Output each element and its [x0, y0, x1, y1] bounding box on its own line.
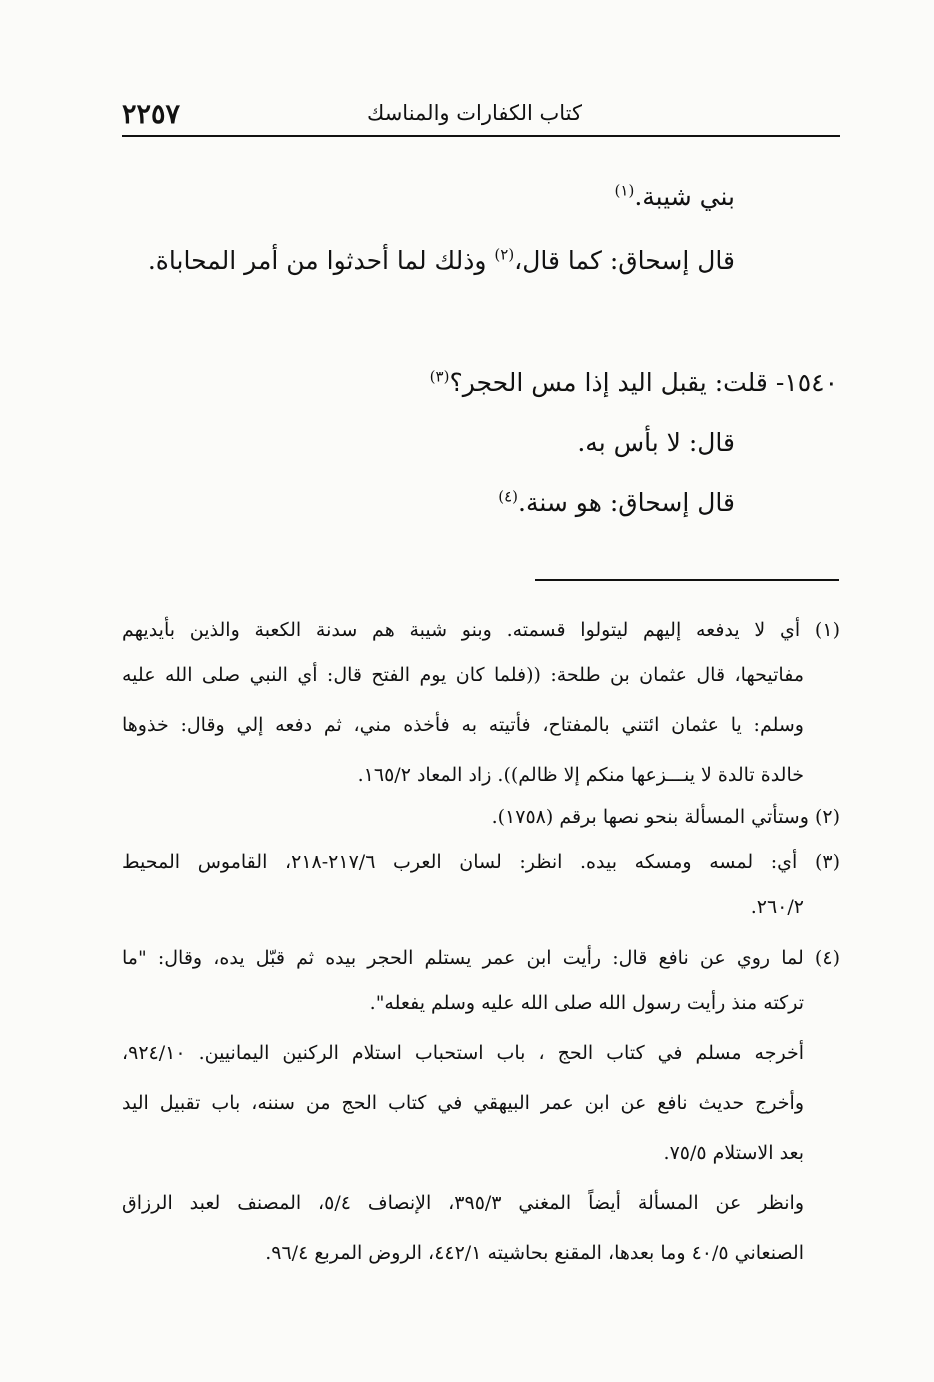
footnote-1-continued: [122, 650, 804, 800]
footnote-line: أخرجه مسلم في كتاب الحج ، باب استحباب استلام الركنين اليمانيين. ٩٢٤/١٠،: [122, 1042, 804, 1064]
footnote-ref: (٢): [494, 245, 515, 264]
body-line-2: [148, 246, 735, 275]
body-text: قال إسحاق: كما قال،: [514, 246, 735, 275]
answer-text: قال: لا بأس به.: [577, 428, 735, 457]
footnote-3: [122, 837, 840, 887]
footnote-line: تركته منذ رأيت رسول الله صلى الله عليه وسلم يفعله".: [369, 992, 804, 1014]
body-text: بني شيبة.: [634, 182, 735, 211]
footnote-line: (٤) لما روي عن نافع قال: رأيت ابن عمر يستلم الحجر بيده ثم قبّل يده، وقال: "ما: [122, 947, 840, 969]
footnote-line: وسلم: يا عثمان ائتني بالمفتاح، فأتيته به فأخذه مني، ثم دفعه إلي وقال: خذوها: [122, 714, 804, 736]
question-text: ١٥٤٠- قلت: يقبل اليد إذا مس الحجر؟: [449, 368, 838, 397]
footnote-line: الصنعاني ٤٠/٥ وما بعدها، المقنع بحاشيته ٤٤٢/١، الروض المربع ٩٦/٤.: [265, 1242, 804, 1264]
footnote-line: وأخرج حديث نافع عن ابن عمر البيهقي في كتاب الحج من سننه، باب تقبيل اليد: [122, 1092, 804, 1114]
body-text: وذلك لما أحدثوا من أمر المحاباة.: [147, 246, 495, 275]
footnote-line: (٢) وستأتي المسألة بنحو نصها برقم (١٧٥٨).: [491, 806, 840, 828]
footnote-line: بعد الاستلام ٧٥/٥.: [663, 1142, 804, 1164]
footnote-4-continued: [122, 978, 804, 1278]
answer-line-1: [577, 428, 735, 457]
footnote-4: [122, 933, 840, 983]
footnote-ref: (٤): [498, 487, 519, 506]
page-header: [122, 95, 840, 137]
running-title: كتاب الكفارات والمناسك: [367, 101, 582, 125]
answer-line-2: [498, 488, 735, 517]
question-1540: [430, 368, 838, 397]
footnote-separator: [535, 579, 839, 581]
footnote-line: (١) أي لا يدفعه إليهم ليتولوا قسمته. وبنو شيبة هم سدنة الكعبة والذين بأيديهم: [122, 619, 840, 641]
footnote-line: خالدة تالدة لا ينـــزعها منكم إلا ظالم)). زاد المعاد ١٦٥/٢.: [357, 764, 804, 786]
footnote-line: وانظر عن المسألة أيضاً المغني ٣٩٥/٣، الإنصاف ٥/٤، المصنف لعبد الرزاق: [122, 1192, 805, 1214]
answer-text: قال إسحاق: هو سنة.: [518, 488, 735, 517]
footnote-3-continued: [122, 882, 804, 932]
footnote-1: [122, 605, 840, 655]
body-line-1: [615, 182, 735, 211]
footnote-line: (٣) أي: لمسه ومسكه بيده. انظر: لسان العرب ٢١٧/٦-٢١٨، القاموس المحيط: [122, 851, 840, 873]
page-number: ٢٢٥٧: [122, 99, 181, 130]
footnote-line: مفاتيحها، قال عثمان بن طلحة: ((فلما كان يوم الفتح قال: أي النبي صلى الله عليه: [122, 664, 804, 686]
footnote-2: [122, 792, 840, 842]
footnote-ref: (١): [614, 181, 635, 200]
footnote-ref: (٣): [429, 367, 450, 386]
footnote-line: ٢٦٠/٢.: [750, 896, 804, 918]
